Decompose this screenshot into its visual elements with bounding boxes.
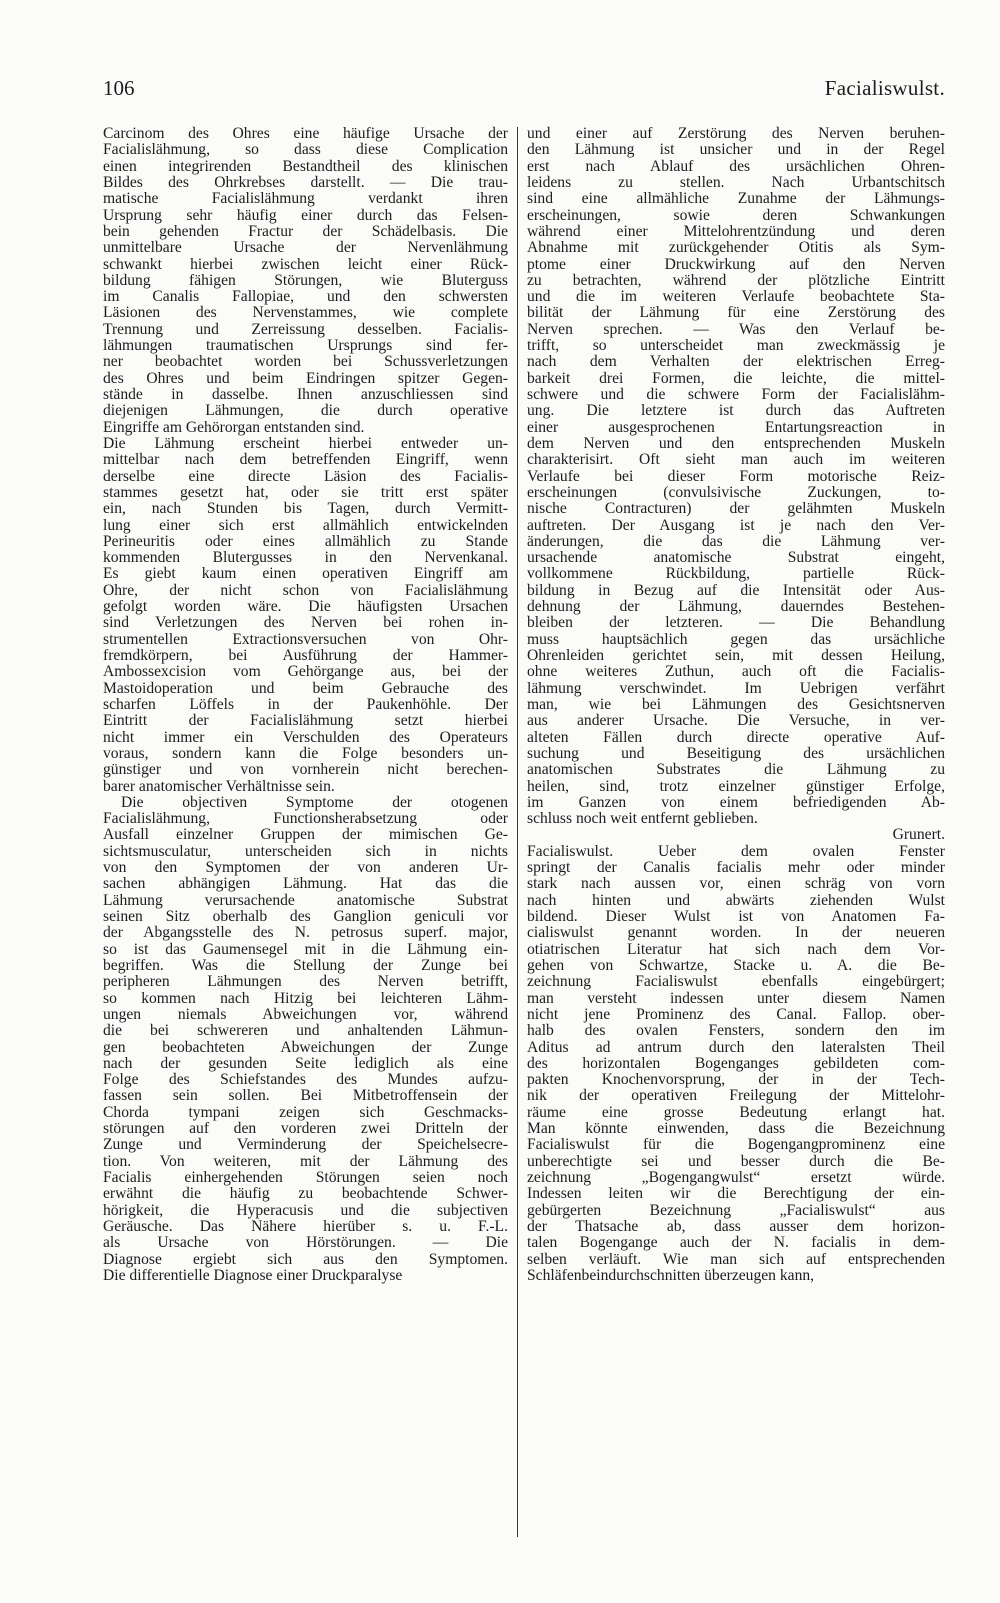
text-line: unmittelbare Ursache der Nervenlähmung — [103, 240, 508, 257]
text-line: heilen, sind, trotz einzelner günstiger Erfolge, — [527, 778, 945, 795]
text-line: Lähmung verursachende anatomische Substrat — [103, 892, 508, 909]
text-line: die bei schwereren und anhaltenden Lähmun- — [103, 1023, 508, 1040]
text-line: ungen niemals Abweichungen vor, während — [103, 1006, 508, 1023]
text-line: Ausfall einzelner Gruppen der mimischen Ge- — [103, 827, 508, 844]
text-line: scharfen Löffels in der Paukenhöhle. Der — [103, 696, 508, 713]
text-line: Eintritt der Facialislähmung setzt hierbei — [103, 713, 508, 730]
text-line: vollkommene Rückbildung, partielle Rück- — [527, 566, 945, 583]
text-line: Ohrenleiden gerichtet sein, mit dessen Heilung, — [527, 648, 945, 664]
text-line: zu betrachten, während der plötzliche Eintritt — [527, 272, 945, 289]
text-line: einer ausgesprochenen Entartungsreaction in — [527, 419, 945, 436]
text-line: Indessen leiten wir die Berechtigung der ein- — [527, 1186, 945, 1203]
text-line: günstiger und von vornherein nicht berechen- — [103, 762, 508, 779]
text-line: Diagnose ergiebt sich aus den Symptomen. — [103, 1251, 508, 1268]
text-line: der Abgangsstelle des N. petrosus superf. major, — [103, 925, 508, 942]
text-line: so ist das Gaumensegel mit in die Lähmung ein- — [103, 941, 508, 958]
text-line: Eingriffe am Gehörorgan entstanden sind. — [103, 419, 365, 436]
text-line: der Thatsache ab, dass ausser dem horizon- — [527, 1218, 945, 1235]
text-line: schwere und die schwere Form der Facialislähm- — [527, 387, 945, 403]
text-line: den Lähmung ist unsicher und in der Regel — [527, 142, 945, 159]
text-line: nach hinten und abwärts ziehenden Wulst — [527, 892, 945, 909]
text-line: talen Bogengange auch der N. facialis in dem- — [527, 1235, 945, 1252]
text-line: bildung fähigen Störungen, wie Bluterguss — [103, 272, 508, 289]
text-line: Schläfenbeindurchschnitten überzeugen kann, — [527, 1267, 815, 1284]
text-line: räume eine grosse Bedeutung erlangt hat. — [527, 1104, 945, 1121]
text-line: Folge des Schiefstandes des Mundes aufzu- — [103, 1072, 508, 1089]
page-number: 106 — [103, 76, 135, 100]
text-line: unberechtigte sei und besser durch die Be- — [527, 1153, 945, 1170]
text-line: cialiswulst genannt worden. In der neueren — [527, 925, 945, 942]
text-line: man versteht indessen unter diesem Namen — [527, 990, 945, 1007]
text-line: Man könnte einwenden, dass die Bezeichnung — [527, 1121, 945, 1138]
text-line: strumentellen Extractionsversuchen von Ohr- — [103, 631, 508, 648]
right-column — [527, 126, 945, 1284]
text-line: voraus, sondern kann die Folge besonders un- — [103, 745, 508, 762]
text-line: im Ganzen von einem befriedigenden Ab- — [527, 794, 945, 811]
text-line: Ambossexcision vom Gehörgange aus, bei der — [103, 664, 508, 681]
text-line: bildung in Bezug auf die Intensität oder Aus- — [527, 582, 945, 599]
text-line: selben verläuft. Wie man sich auf entsprechenden — [527, 1251, 945, 1268]
text-line: zeichnung Facialiswulst ebenfalls eingebürgert; — [527, 974, 945, 991]
text-line: stark nach aussen vor, einen schräg von vorn — [527, 876, 945, 893]
text-line: störungen auf den vorderen zwei Dritteln der — [103, 1121, 508, 1138]
text-line: seinen Sitz oberhalb des Ganglion geniculi vor — [103, 909, 508, 925]
text-line: bilität der Lähmung für eine Zerstörung des — [527, 305, 945, 322]
text-line: Es giebt kaum einen operativen Eingriff am — [103, 566, 508, 583]
text-line: so kommen nach Hitzig bei leichteren Lähm- — [103, 990, 508, 1007]
text-line: peripheren Lähmungen des Nerven betrifft, — [103, 974, 508, 991]
text-line: nach dem Verhalten der elektrischen Erreg- — [527, 354, 945, 371]
text-line: zeichnung „Bogengangwulst“ ersetzt würde. — [527, 1170, 945, 1186]
text-line: änderungen, die das die Lähmung ver- — [527, 533, 945, 550]
text-line: Die differentielle Diagnose einer Druckparalyse — [103, 1267, 403, 1284]
text-line: derselbe eine directe Läsion des Facialis- — [103, 468, 508, 485]
text-line: ein, nach Stunden bis Tagen, durch Vermitt- — [103, 501, 508, 518]
text-line: sichtsmusculatur, unterscheiden sich in nichts — [103, 843, 508, 860]
text-line: Die objectiven Symptome der otogenen — [121, 794, 508, 811]
text-line: des horizontalen Bogenganges gebildeten com- — [527, 1055, 945, 1072]
text-line: ohne weiteres Zuthun, auch oft die Facialis- — [527, 664, 945, 681]
text-line: lähmungen traumatischen Ursprungs sind fer- — [103, 338, 508, 355]
text-line: schluss noch weit entfernt geblieben. — [527, 811, 758, 828]
text-line: ptome einer Druckwirkung auf den Nerven — [527, 256, 945, 273]
text-line: ner beobachtet worden bei Schussverletzungen — [103, 354, 508, 371]
text-line: Zunge und Verminderung der Speichelsecre- — [103, 1137, 508, 1154]
text-line: tion. Von weiteren, mit der Lähmung des — [103, 1153, 508, 1170]
text-line: Verlaufe bei dieser Form motorische Reiz- — [527, 468, 945, 485]
text-line: gehen von Schwartze, Stacke u. A. die Be- — [527, 957, 945, 974]
text-line: kommenden Blutergusses in den Nervenkanal. — [103, 550, 508, 567]
text-line: erst nach Ablauf des ursächlichen Ohren- — [527, 158, 945, 175]
text-line: matische Facialislähmung verdankt ihren — [103, 191, 508, 208]
text-line: nicht jene Prominenz des Canal. Fallop. ober- — [527, 1006, 945, 1023]
text-line: stände in dasselbe. Ihnen anzuschliessen sind — [103, 387, 508, 403]
text-line: man, wie bei Lähmungen des Gesichtsnerven — [527, 696, 945, 713]
text-line: hörigkeit, die Hyperacusis und die subjectiven — [103, 1202, 508, 1219]
text-line: barkeit drei Formen, die leichte, die mittel- — [527, 370, 945, 387]
text-line: bein gehenden Fractur der Schädelbasis. Die — [103, 223, 508, 240]
text-line: und die im weiteren Verlaufe beobachtete Sta- — [527, 289, 945, 306]
text-line: ung. Die letztere ist durch das Auftreten — [527, 403, 945, 420]
text-line: Bildes des Ohrkrebses darstellt. — Die trau- — [103, 174, 508, 191]
text-line: suchung und Beseitigung des ursächlichen — [527, 745, 945, 762]
text-line: halb des ovalen Fensters, sondern den im — [527, 1023, 945, 1040]
text-line: nicht immer ein Verschulden des Operateurs — [103, 729, 508, 746]
text-line: ursachende anatomische Substrat eingeht, — [527, 550, 945, 567]
text-line: lung einer sich erst allmählich entwickelnden — [103, 517, 508, 534]
text-line: stammes gesetzt hat, oder sie tritt erst später — [103, 484, 508, 501]
text-line: dem Nerven und den entsprechenden Muskeln — [527, 435, 945, 452]
text-line: nik der operativen Freilegung der Mittelohr- — [527, 1088, 945, 1105]
text-line: gefolgt worden wäre. Die häufigsten Ursachen — [103, 599, 508, 616]
text-line: während einer Mittelohrentzündung und deren — [527, 223, 945, 240]
text-line: Die Lähmung erscheint hierbei entweder un- — [103, 435, 508, 452]
text-line: bildend. Dieser Wulst ist von Anatomen Fa- — [527, 909, 945, 925]
text-line: Mastoidoperation und beim Gebrauche des — [103, 680, 508, 697]
text-line: Carcinom des Ohres eine häufige Ursache der — [103, 126, 508, 142]
text-line: gebürgerten Bezeichnung „Facialiswulst“ aus — [527, 1202, 945, 1219]
text-line: fremdkörpern, bei Ausführung der Hammer- — [103, 648, 508, 664]
text-line: sind Verletzungen des Nerven bei rohen in- — [103, 615, 508, 632]
text-line: springt der Canalis facialis mehr oder minder — [527, 860, 945, 877]
text-line: anatomischen Substrates die Lähmung zu — [527, 762, 945, 779]
text-line: otiatrischen Literatur hat sich nach dem Vor- — [527, 941, 945, 958]
text-line: Facialiswulst. Ueber dem ovalen Fenster — [527, 843, 945, 860]
text-line: erwähnt die häufig zu beobachtende Schwer- — [103, 1186, 508, 1203]
text-line: Läsionen des Nervenstammes, wie complete — [103, 305, 508, 322]
text-line: alteten Fällen durch directe operative Auf- — [527, 729, 945, 746]
text-line: muss hauptsächlich gegen das ursächliche — [527, 631, 945, 648]
column-divider — [517, 127, 518, 1537]
text-line: einen integrirenden Bestandtheil des klinischen — [103, 158, 508, 175]
text-line: Geräusche. Das Nähere hierüber s. u. F.-L. — [103, 1218, 508, 1235]
text-line: barer anatomischer Verhältnisse sein. — [103, 778, 335, 795]
text-line: sachen abhängigen Lähmung. Hat das die — [103, 876, 508, 893]
text-line: Ursprung sehr häufig einer durch das Felsen- — [103, 207, 508, 224]
text-line: Chorda tympani zeigen sich Geschmacks- — [103, 1104, 508, 1121]
text-line: Abnahme mit zurückgehender Otitis als Sym- — [527, 240, 945, 257]
text-line: Ohre, der nicht schon von Facialislähmung — [103, 582, 508, 599]
text-line: trifft, so unterscheidet man zweckmässig je — [527, 338, 945, 355]
text-line: Grunert. — [892, 827, 945, 844]
text-line: lähmung verschwindet. Im Uebrigen verfährt — [527, 680, 945, 697]
text-line: Nerven sprechen. — Was den Verlauf be- — [527, 321, 945, 338]
text-line: von den Symptomen der von anderen Ur- — [103, 860, 508, 877]
text-line: aus anderer Ursache. Die Versuche, in ver- — [527, 713, 945, 730]
text-line: diejenigen Lähmungen, die durch operative — [103, 403, 508, 420]
text-line: als Ursache von Hörstörungen. — Die — [103, 1235, 508, 1252]
text-line: dehnung der Lähmung, dauerndes Bestehen- — [527, 599, 945, 616]
text-line: bleiben der letzteren. — Die Behandlung — [527, 615, 945, 632]
text-line: Facialiswulst für die Bogengangprominenz eine — [527, 1137, 945, 1154]
text-line: Facialis einhergehenden Störungen seien noch — [103, 1170, 508, 1186]
text-line: schwankt hierbei zwischen leicht einer Rück- — [103, 256, 508, 273]
text-line: des Ohres und beim Eindringen spitzer Gegen- — [103, 370, 508, 387]
text-line: pakten Knochenvorsprung, der in der Tech- — [527, 1072, 945, 1089]
text-line: leidens zu stellen. Nach Urbantschitsch — [527, 174, 945, 191]
text-line: nach der gesunden Seite lediglich als eine — [103, 1055, 508, 1072]
text-line: mittelbar nach dem betreffenden Eingriff, wenn — [103, 452, 508, 469]
text-line: und einer auf Zerstörung des Nerven beruhen- — [527, 126, 945, 142]
text-line: charakterisirt. Oft sieht man auch im weiteren — [527, 452, 945, 469]
text-line: Facialislähmung, Functionsherabsetzung oder — [103, 811, 508, 828]
text-line: fassen sein sollen. Bei Mitbetroffensein der — [103, 1088, 508, 1105]
text-line: gen beobachteten Abweichungen der Zunge — [103, 1039, 508, 1056]
text-line: Facialislähmung, so dass diese Complication — [103, 142, 508, 159]
text-line: nische Contracturen) der gelähmten Muskeln — [527, 501, 945, 518]
text-line: auftreten. Der Ausgang ist je nach den Ver- — [527, 517, 945, 534]
text-line: erscheinungen, sowie deren Schwankungen — [527, 207, 945, 224]
text-line: Aditus ad antrum durch den lateralsten Theil — [527, 1039, 945, 1056]
page-header — [103, 76, 945, 106]
running-head: Facialiswulst. — [824, 76, 945, 100]
text-line: Perineuritis oder eines allmählich zu Stande — [103, 533, 508, 550]
text-line: im Canalis Fallopiae, und den schwersten — [103, 289, 508, 306]
text-line: erscheinungen (convulsivische Zuckungen, to- — [527, 484, 945, 501]
text-line: Trennung und Zerreissung desselben. Facialis- — [103, 321, 508, 338]
text-line: begriffen. Was die Stellung der Zunge bei — [103, 957, 508, 974]
text-line: sind eine allmähliche Zunahme der Lähmungs- — [527, 191, 945, 208]
left-column — [103, 126, 508, 1284]
